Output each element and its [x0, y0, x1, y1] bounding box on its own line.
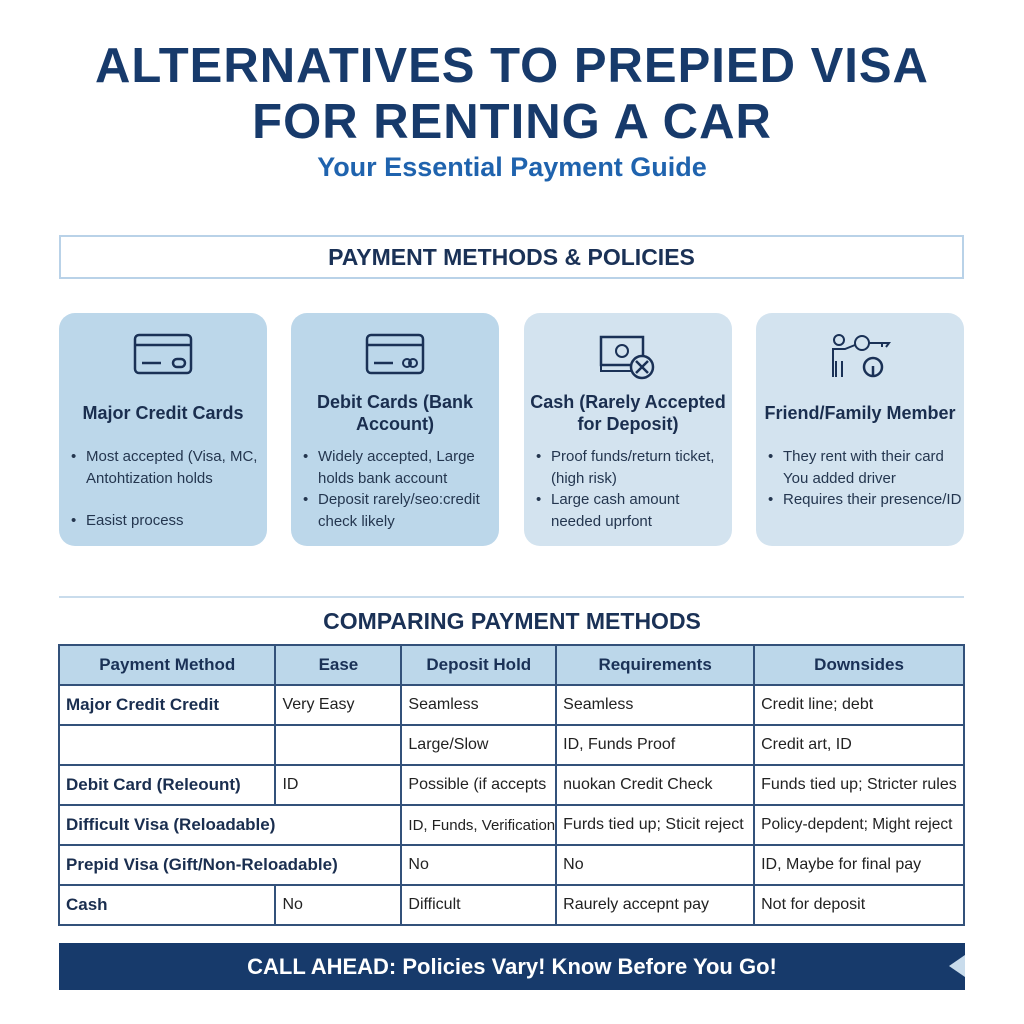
cell: ID, Funds, Verification [401, 805, 556, 845]
cell: Prepid Visa (Gift/Non-Reloadable) [59, 845, 401, 885]
card-friend-family [756, 313, 964, 546]
col-header: Requirements [556, 645, 754, 685]
card-bullet: • Widely accepted, Large holds bank account [303, 446, 499, 489]
card-bullet: • They rent with their card You added driver [768, 446, 964, 489]
title-line-1: ALTERNATIVES TO PREPIED VISA [95, 39, 929, 93]
table-row [59, 765, 964, 805]
cell: Credit line; debt [754, 685, 964, 725]
cell: Possible (if accepts [401, 765, 556, 805]
cell: Seamless [556, 685, 754, 725]
banner-text: CALL AHEAD: Policies Vary! Know Before You Go! [247, 954, 777, 979]
cell: Credit art, ID [754, 725, 964, 765]
person-key-icon [827, 333, 893, 381]
cell: Raurely accepnt pay [556, 885, 754, 925]
col-header: Downsides [754, 645, 964, 685]
cell: Not for deposit [754, 885, 964, 925]
call-ahead-banner [59, 943, 965, 990]
card-title: Cash (Rarely Accepted for Deposit) [530, 392, 726, 434]
cell [275, 725, 401, 765]
card-credit-cards [59, 313, 267, 546]
page-subtitle: Your Essential Payment Guide [317, 152, 707, 182]
cell: Funds tied up; Stricter rules [754, 765, 964, 805]
table-row [59, 885, 964, 925]
cell: No [275, 885, 401, 925]
table-header-row [59, 645, 964, 685]
card-bullet: • Deposit rarely/seo:credit check likely [303, 489, 499, 532]
cell: Very Easy [275, 685, 401, 725]
cell: nuokan Credit Check [556, 765, 754, 805]
banner-notch [949, 955, 965, 977]
card-title: Friend/Family Member [764, 403, 956, 423]
cell: Furds tied up; Sticit reject [556, 805, 754, 845]
cell: Cash [59, 885, 275, 925]
section-comparison-heading: COMPARING PAYMENT METHODS [323, 608, 701, 634]
cell: Difficult [401, 885, 556, 925]
table-row [59, 725, 964, 765]
card-bullet: • Most accepted (Visa, MC, Antohtization holds [71, 446, 267, 489]
table-row [59, 845, 964, 885]
cell: ID [275, 765, 401, 805]
section-divider [59, 596, 964, 598]
card-bullet: • Large cash amount needed uprfont [536, 489, 732, 532]
table-row [59, 685, 964, 725]
cell: No [401, 845, 556, 885]
col-header: Deposit Hold [401, 645, 556, 685]
cell: Policy-depdent; Might reject [754, 805, 964, 845]
cell: Difficult Visa (Reloadable) [59, 805, 401, 845]
card-cash [524, 313, 732, 546]
cell: No [556, 845, 754, 885]
comparison-table [58, 644, 965, 926]
card-title: Major Credit Cards [82, 403, 244, 423]
cell: ID, Funds Proof [556, 725, 754, 765]
page-title [0, 38, 1024, 150]
title-line-2: FOR RENTING A CAR [252, 95, 772, 149]
table-row [59, 805, 964, 845]
card-bullet: • Requires their presence/ID [768, 489, 964, 511]
card-bullet: • Proof funds/return ticket, (high risk) [536, 446, 732, 489]
credit-card-icon [133, 333, 193, 375]
col-header: Payment Method [59, 645, 275, 685]
cell: ID, Maybe for final pay [754, 845, 964, 885]
cell: Debit Card (Releount) [59, 765, 275, 805]
debit-card-icon [365, 333, 425, 375]
card-debit-cards [291, 313, 499, 546]
cell: Major Credit Credit [59, 685, 275, 725]
cash-no-icon [598, 333, 658, 381]
cell: Large/Slow [401, 725, 556, 765]
cell: Seamless [401, 685, 556, 725]
card-title: Debit Cards (Bank Account) [316, 392, 474, 434]
card-bullet: • Easist process [71, 510, 267, 532]
col-header: Ease [275, 645, 401, 685]
cell [59, 725, 275, 765]
section-payment-methods-heading: PAYMENT METHODS & POLICIES [59, 235, 964, 279]
